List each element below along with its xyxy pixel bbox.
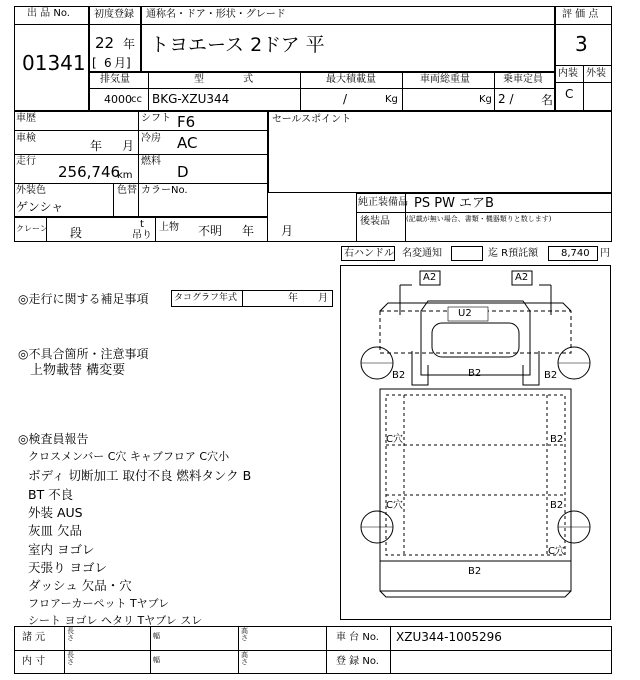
damage-mark: C穴 [548,546,565,557]
registration-label: 登 録 No. [336,656,379,667]
body-value: 不明 [198,224,223,238]
lot-number: 01341 [22,51,86,75]
inspector-line: BT 不良 [28,487,74,502]
interior-label: 内装 [558,68,578,79]
lot-divider [14,24,89,25]
damage-mark: B2 [468,566,482,577]
spec-label: 諸 元 [22,632,46,643]
inner-label: 内 寸 [22,656,46,667]
type-value: BKG-XZU344 [152,92,230,106]
crane-step: 段 [70,226,83,240]
damage-mark: C穴 [386,434,403,445]
lot-label: 出 品 No. [27,8,70,19]
aftermarket-note: (記載が無い場合、書類・機器類りと数します) [406,215,552,223]
r-deposit-label: 迄 R預託額 [488,248,539,259]
fuel-label: 燃料 [141,156,161,167]
sales-point-label: セールスポイント [272,114,352,125]
tacho-label: タコグラフ年式 [174,293,238,303]
damage-mark: B2 [550,434,564,445]
damage-mark: A2 [423,272,437,283]
disp-value: 4000 [104,93,132,106]
color-swap-label: 色替 [117,185,137,196]
reg-month: 6 [104,56,112,70]
model-name: トヨエース 2ドア 平 [150,34,325,56]
shift-label: シフト [141,113,171,124]
fuel-value: D [177,163,189,181]
inspector-line: 室内 ヨゴレ [28,542,95,557]
tacho-year-unit: 年 [288,293,298,304]
spec-split1 [148,72,149,111]
color-value: ゲンシャ [16,200,64,214]
crane-t: t [140,219,144,230]
mileage-unit: km [117,170,133,181]
mileage-label: 走行 [16,156,36,167]
inspector-line: フロアーカーペット Tヤブレ [28,597,170,610]
height-label: 高さ [241,627,248,642]
f-v4 [326,626,327,674]
damage-mark: B2 [468,368,482,379]
disp-label: 排気量 [100,74,130,85]
inspector-line: 灰皿 欠品 [28,523,82,538]
reg-year: 22 [95,34,115,52]
f-v1 [64,626,65,674]
inspector-title: ◎検査員報告 [18,432,89,446]
crane-lift: 吊り [132,230,152,241]
length-label: 長さ [67,627,74,642]
f-v5 [390,626,391,674]
body-label: 上物 [159,222,179,233]
height-label-2: 高さ [241,651,248,666]
ac-label: 冷房 [141,133,161,144]
maxload-sep: / [343,92,348,106]
maxload-label: 最大積載量 [326,74,376,85]
color-no-label: カラーNo. [141,185,188,196]
grade-divider [555,24,612,25]
spec-row-divider [89,88,555,89]
name-change-box [451,246,483,261]
crane-split2 [155,217,156,242]
width-label-2: 幅 [153,656,160,664]
inspector-line: 外装 AUS [28,505,83,520]
f-v3 [238,626,239,674]
type-label: 型 式 [194,74,272,85]
spec-split3 [402,72,403,111]
crane-bottom-ext [268,241,356,242]
capacity-unit: 名 [541,93,554,107]
inspector-line: 天張り ヨゴレ [28,560,107,575]
exterior-label: 外装 [586,68,606,79]
chassis-label: 車 台 No. [336,632,379,643]
vehicle-diagram [340,265,611,620]
r-deposit-value: 8,740 [561,248,590,259]
aftermarket-label: 後装品 [360,216,390,227]
grade-label: 評 価 点 [562,9,599,20]
reg-year-unit: 年 [123,37,136,51]
inspector-line: シート ヨゴレ ヘタリ Tヤブレ スレ [28,614,203,627]
gross-label: 車両総重量 [420,74,470,85]
mileage-value: 256,746 [58,163,121,181]
f-v2 [150,626,151,674]
tacho-month-unit: 月 [318,293,328,304]
rhd-label: 右ハンドル [344,248,394,259]
ac-value: AC [177,134,198,152]
spec-split4 [494,72,495,111]
inspector-line: ダッシュ 欠品・穴 [28,578,132,593]
defect-line: 上物載替 構変要 [30,363,126,378]
equip-divider [356,212,612,213]
spec-split2 [300,72,301,111]
reg-month-open: [ [92,56,97,70]
maxload-unit: Kg [385,94,398,105]
chassis-value: XZU344-1005296 [396,630,502,644]
damage-mark: U2 [458,308,472,319]
damage-mark: B2 [550,500,564,511]
damage-mark: A2 [515,272,529,283]
damage-mark: C穴 [386,500,403,511]
first-reg-label: 初度登録 [94,9,134,20]
damage-mark: B2 [392,370,406,381]
disp-unit: cc [131,94,142,105]
insp-month-unit: 月 [122,139,135,153]
crane-label: クレーン [16,224,48,233]
defect-title: ◎不具合箇所・注意事項 [18,347,149,361]
history-label: 車歴 [16,113,36,124]
d-v2 [113,183,114,217]
interior-value: C [565,87,574,101]
capacity-label: 乗車定員 [503,74,543,85]
r-deposit-unit: 円 [600,248,610,259]
damage-mark: B2 [544,370,558,381]
shift-value: F6 [177,113,196,131]
color-label: 外装色 [16,185,46,196]
tacho-split [242,290,243,307]
grade-split [583,65,584,111]
model-divider [141,24,555,25]
length-label-2: 長さ [67,651,74,666]
equip-value: PS PW エアB [414,196,494,211]
first-reg-divider [89,24,141,25]
driving-remarks-title: ◎走行に関する補足事項 [18,292,149,306]
body-year-unit: 年 [242,224,255,238]
inspector-line: ボディ 切断加工 取付不良 燃料タンク B [28,468,252,483]
d-v1 [138,111,139,217]
insp-year-unit: 年 [90,139,103,153]
footer-divider [14,650,612,651]
model-label: 通称名・ドア・形状・グレード [146,9,286,20]
grade-value: 3 [575,32,588,56]
d-h1 [14,130,268,131]
d-h3 [14,183,268,184]
body-month-unit: 月 [281,224,294,238]
inspector-line: クロスメンバー C穴 キャブフロア C穴小 [28,450,230,463]
d-h2 [14,154,268,155]
capacity-value: 2 / [498,92,514,106]
width-label: 幅 [153,632,160,640]
gross-unit: Kg [479,94,492,105]
reg-month-unit: 月] [114,56,131,70]
inspection-label: 車検 [16,133,36,144]
name-change-label: 名変通知 [402,248,442,259]
equip-label: 純正装備品 [358,197,408,208]
